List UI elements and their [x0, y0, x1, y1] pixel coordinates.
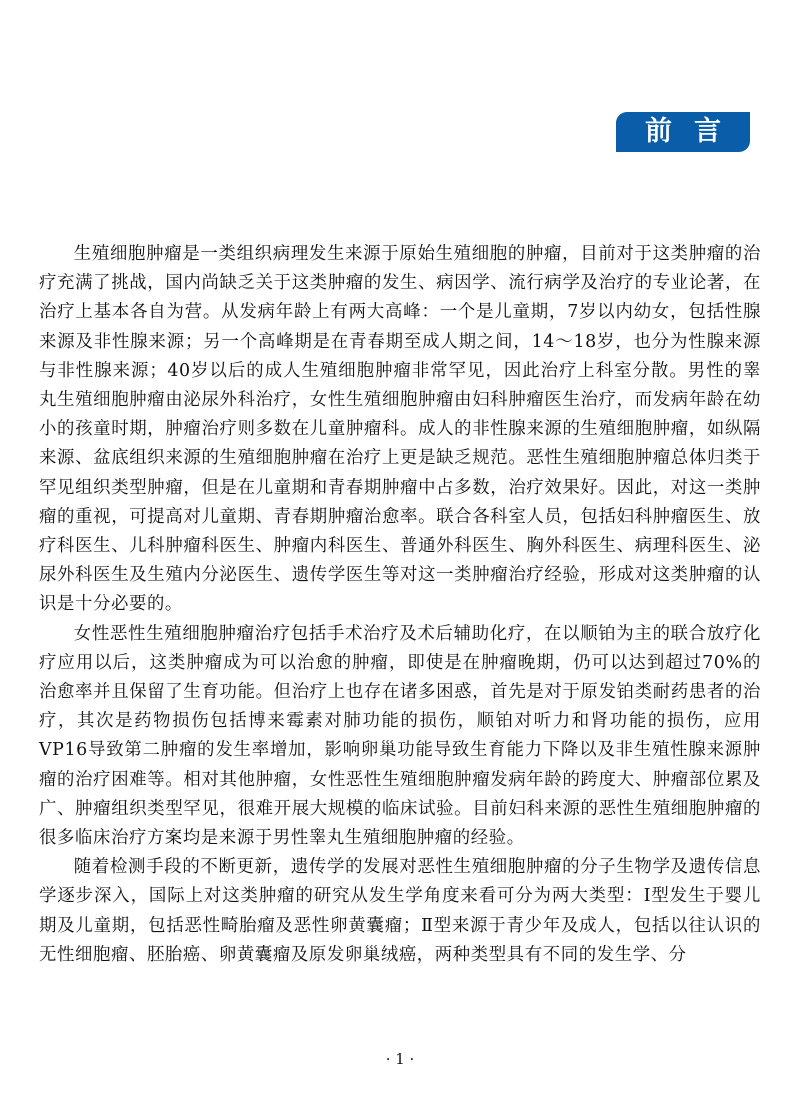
paragraph-2: 女性恶性生殖细胞肿瘤治疗包括手术治疗及术后辅助化疗，在以顺铂为主的联合放疗化疗应用以后，这类肿瘤成为可以治愈的肿瘤，即使是在肿瘤晚期，仍可以达到超过70%的治愈率并且保留了生育功能。但治疗上也存在诸多困惑，首先是对于原发铂类耐药患者的治疗，其次是药物损伤包括博来霉素对肺功能的损伤，顺铂对听力和肾功能的损伤，应用VP16导致第二肿瘤的发生率增加，影响卵巢功能导致生育能力下降以及非生殖性腺来源肿瘤的治疗困难等。相对其他肿瘤，女性恶性生殖细胞肿瘤发病年龄的跨度大、肿瘤部位累及广、肿瘤组织类型罕见，很难开展大规模的临床试验。目前妇科来源的恶性生殖细胞肿瘤的很多临床治疗方案均是来源于男性睾丸生殖细胞肿瘤的经验。: [39, 623, 761, 849]
preface-header-bar: [616, 112, 750, 152]
paragraph-1: 生殖细胞肿瘤是一类组织病理发生来源于原始生殖细胞的肿瘤，目前对于这类肿瘤的治疗充满了挑战，国内尚缺乏关于这类肿瘤的发生、病因学、流行病学及治疗的专业论著，在治疗上基本各自为营。从发病年龄上有两大高峰：一个是儿童期，7岁以内幼女，包括性腺来源及非性腺来源；另一个高峰期是在青春期至成人期之间，14～18岁，也分为性腺来源与非性腺来源；40岁以后的成人生殖细胞肿瘤非常罕见，因此治疗上科室分散。男性的睾丸生殖细胞肿瘤由泌尿外科治疗，女性生殖细胞肿瘤由妇科肿瘤医生治疗，而发病年龄在幼小的孩童时期，肿瘤治疗则多数在儿童肿瘤科。成人的非性腺来源的生殖细胞肿瘤，如纵隔来源、盆底组织来源的生殖细胞肿瘤在治疗上更是缺乏规范。恶性生殖细胞肿瘤总体归类于罕见组织类型肿瘤，但是在儿童期和青春期肿瘤中占多数，治疗效果好。因此，对这一类肿瘤的重视，可提高对儿童期、青春期肿瘤治愈率。联合各科室人员，包括妇科肿瘤医生、放疗科医生、儿科肿瘤科医生、肿瘤内科医生、普通外科医生、胸外科医生、病理科医生、泌尿外科医生及生殖内分泌医生、遗传学医生等对这一类肿瘤治疗经验，形成对这类肿瘤的认识是十分必要的。: [39, 244, 761, 615]
preface-title: 前言: [645, 116, 743, 147]
preface-body: [39, 240, 761, 970]
paragraph-3: 随着检测手段的不断更新，遗传学的发展对恶性生殖细胞肿瘤的分子生物学及遗传信息学逐步深入，国际上对这类肿瘤的研究从发生学角度来看可分为两大类型：Ⅰ型发生于婴儿期及儿童期，包括恶性畸胎瘤及恶性卵黄囊瘤；Ⅱ型来源于青少年及成人，包括以往认识的无性细胞瘤、胚胎癌、卵黄囊瘤及原发卵巢绒癌，两种类型具有不同的发生学、分: [39, 857, 761, 965]
page-number: · 1 ·: [385, 1050, 415, 1068]
